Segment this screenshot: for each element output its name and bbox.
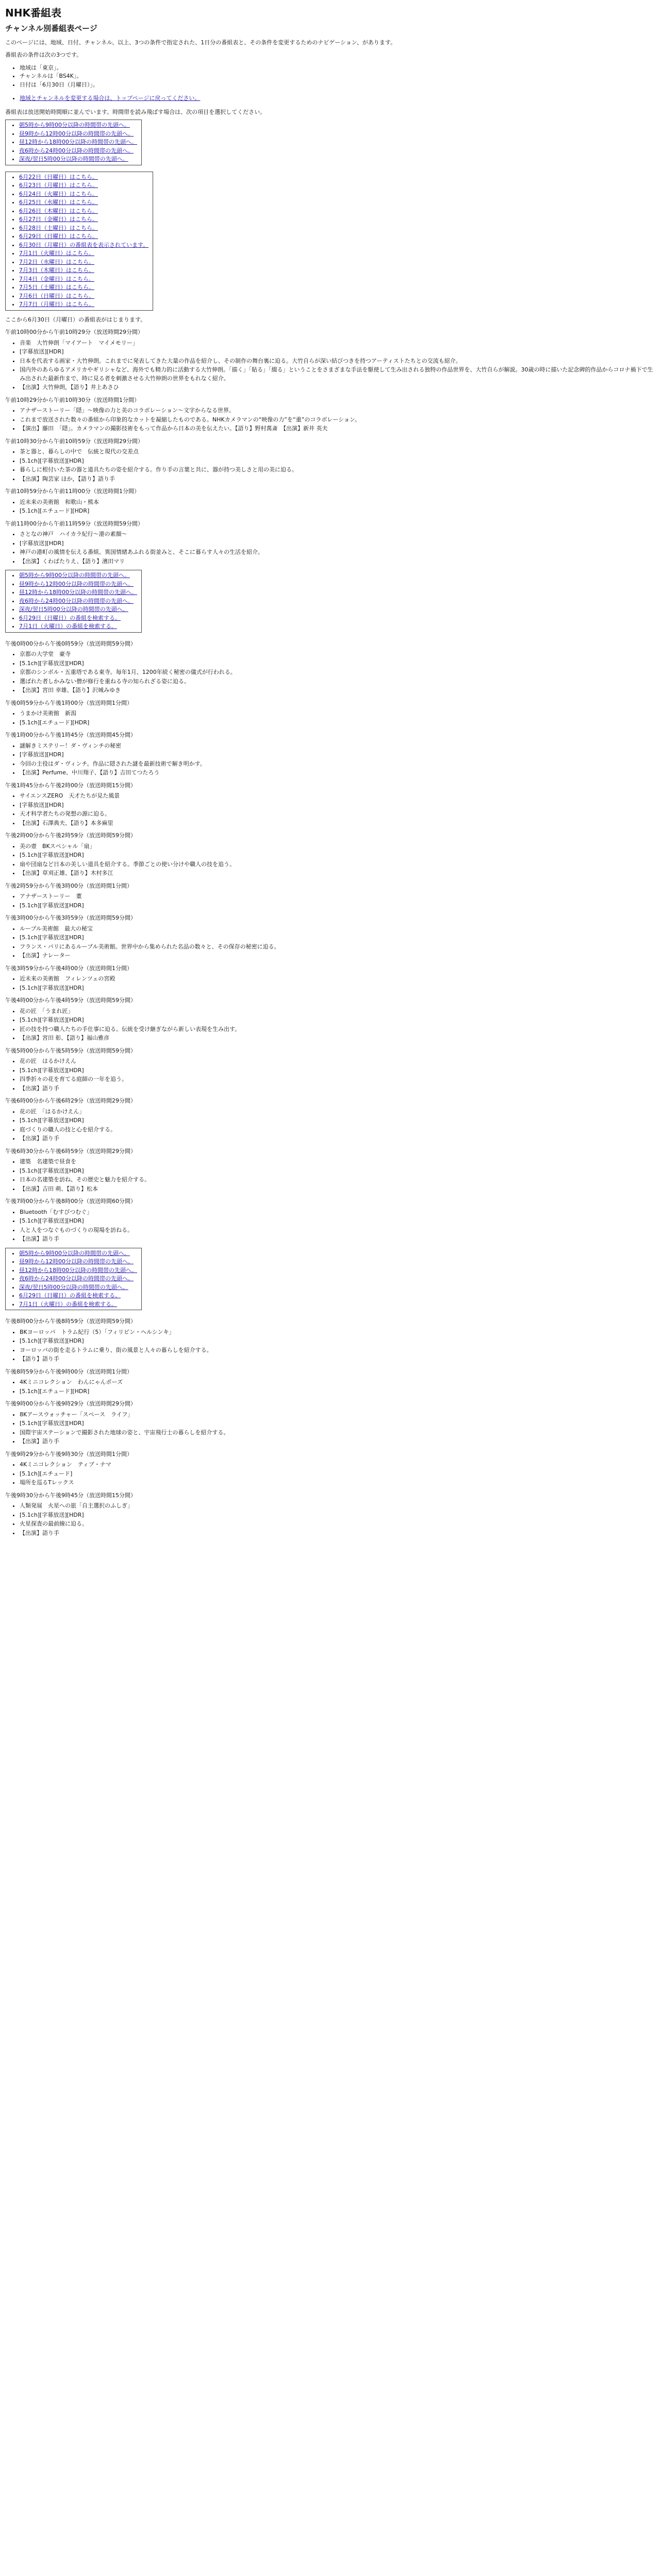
program-detail-line: • [5.1ch][字幕放送][HDR] — [20, 659, 657, 668]
program-detail-line: • [5.1ch][エチュード] — [20, 1470, 657, 1479]
program-time: 午前10時00分から午前10時29分（放送時間29分間） — [5, 329, 143, 335]
program-time: 午後7時00分から午後8時00分（放送時間60分間） — [5, 1198, 136, 1205]
program-detail-line: • 火星探査の最前線に迫る。 — [20, 1520, 657, 1529]
program-detail-line: • 暮らしに根付いた茶の器と道具たちの姿を紹介する。作り手の言葉と共に、器が持つ美しさと用の美に迫る。 — [20, 466, 657, 474]
program-detail-line: • [5.1ch][字幕放送][HDR] — [20, 1511, 657, 1520]
program-list-a — [5, 328, 657, 566]
date-item — [19, 181, 148, 190]
program-details — [5, 1328, 657, 1364]
program-time: 午後0時00分から午後0時59分（放送時間59分間） — [5, 640, 136, 647]
change-link-item — [20, 94, 657, 103]
mid-nav-box-1 — [5, 570, 142, 633]
program-details — [5, 709, 657, 727]
program-time: 午後3時00分から午後3時59分（放送時間59分間） — [5, 914, 136, 921]
date-link-0707[interactable]: 7月7日（月曜日）はこちら。 — [19, 301, 94, 308]
program-detail-line: • [5.1ch][字幕放送][HDR] — [20, 1419, 657, 1428]
program-details — [5, 1208, 657, 1244]
program-title: • 京都の大学堂 豪寺 — [20, 650, 657, 659]
program-details — [5, 975, 657, 992]
program-time: 午後3時59分から午後4時00分（放送時間1分間） — [5, 964, 133, 972]
program-detail-line: • 今回の主役はダ・ヴィンチ。作品に隠された謎を最新技術で解き明かす。 — [20, 760, 657, 769]
date-item — [19, 275, 148, 284]
program-detail-line: • 四季折々の花を育てる庭師の一年を追う。 — [20, 1075, 657, 1084]
program-time: 午後6時00分から午後6時29分（放送時間29分間） — [5, 1097, 136, 1104]
program-detail-line: • 【出演】語り手 — [20, 1134, 657, 1143]
program-time: 午前10時30分から午前10時59分（放送時間29分間） — [5, 437, 143, 445]
time-jump-morning[interactable]: 朝5時から9時00分以降の時間帯の先頭へ。 — [19, 122, 130, 128]
time-jump-list — [19, 121, 137, 164]
date-nav-list — [19, 173, 148, 309]
program-title: • さとなの神戸 ハイカラ紀行～港の素顔～ — [20, 530, 657, 539]
program-title: • ルーブル美術館 最大の秘宝 — [20, 925, 657, 934]
condition-date: • 日付は「6月30日（月曜日）」。 — [20, 81, 657, 90]
nav-late-link[interactable]: 深夜/翌日5時00分以降の時間帯の先頭へ。 — [19, 1283, 128, 1291]
program-time: 午後8時59分から午後9時00分（放送時間1分間） — [5, 1368, 133, 1375]
time-jump-box — [5, 120, 142, 165]
date-link-0628[interactable]: 6月28日（土曜日）はこちら。 — [19, 224, 98, 231]
program-title: • 人類発展 火星への旅「自主選択のふしぎ」 — [20, 1502, 657, 1511]
date-link-0701[interactable]: 7月1日（火曜日）はこちら。 — [19, 250, 94, 257]
nav-noon-link[interactable]: 昼9時から12時00分以降の時間帯の先頭へ。 — [19, 1258, 134, 1265]
program-time: 午後4時00分から午後4時59分（放送時間59分間） — [5, 997, 136, 1004]
program-title: • 4Kミニコレクション ティブ・ナマ — [20, 1461, 657, 1469]
program-detail-line: • 場所を巡るTレックス — [20, 1479, 657, 1487]
time-jump-item — [19, 138, 137, 147]
program-detail-line: • [字幕放送][HDR] — [20, 539, 657, 548]
change-region-link[interactable]: 地域とチャンネルを変更する場合は、トップページに戻ってください。 — [20, 95, 201, 101]
program-detail-line: • これまで放送された数々の番組から印象的なカットを凝縮したものである。NHKカメラマンの“映像の力”を“重”のコラボレーション。 — [20, 416, 657, 425]
program-time: 午後9時29分から午後9時30分（放送時間1分間） — [5, 1450, 133, 1458]
program-detail-line: • 【出演】ナレーター — [20, 952, 657, 960]
program-time: 午前11時00分から午前11時59分（放送時間59分間） — [5, 520, 143, 527]
program-detail-line: • 【出演】草刈正雄、【語り】木村多江 — [20, 869, 657, 878]
nav-next-day-link[interactable]: 7月1日（火曜日）の番組を検索する。 — [19, 1300, 117, 1308]
nav-item — [19, 1275, 137, 1283]
program-details — [5, 1502, 657, 1537]
program-time: 午後6時30分から午後6時59分（放送時間29分間） — [5, 1147, 136, 1155]
nav-item — [19, 1266, 137, 1275]
program-detail-line: • 【語り】語り手 — [20, 1355, 657, 1364]
program-detail-line: • [5.1ch][字幕放送][HDR] — [20, 1167, 657, 1176]
nav-evening-link[interactable]: 夜6時から24時00分以降の時間帯の先頭へ。 — [19, 597, 134, 604]
mid-nav-box-2 — [5, 1248, 142, 1311]
program-details — [5, 406, 657, 433]
date-link-0627[interactable]: 6月27日（金曜日）はこちら。 — [19, 216, 98, 223]
time-jump-item — [19, 121, 137, 130]
program-title: • アナザーストーリー 董 — [20, 892, 657, 901]
program-detail-line: • 選ばれた者しかみない僧が修行を重ねる寺の知られざる姿に迫る。 — [20, 677, 657, 686]
program-title: • 花の匠 「うまれ匠」 — [20, 1007, 657, 1016]
nav-item — [19, 1300, 137, 1309]
program-title: • サイエンスZERO 天才たちが見た風景 — [20, 792, 657, 801]
nav-item — [19, 1258, 137, 1266]
nav-item — [19, 571, 137, 580]
nav-noon-link[interactable]: 昼9時から12時00分以降の時間帯の先頭へ。 — [19, 580, 134, 587]
program-details — [5, 1007, 657, 1043]
program-details — [5, 530, 657, 566]
program-title: • 建築 名建築で昼食を — [20, 1158, 657, 1166]
nav-late-link[interactable]: 深夜/翌日5時00分以降の時間帯の先頭へ。 — [19, 606, 128, 613]
program-details — [5, 742, 657, 777]
program-detail-line: • [5.1ch][字幕放送][HDR] — [20, 1337, 657, 1346]
date-link-0704[interactable]: 7月4日（金曜日）はこちら。 — [19, 275, 94, 282]
date-link-0702[interactable]: 7月2日（水曜日）はこちら。 — [19, 258, 94, 265]
program-time: 午後1時45分から午後2時00分（放送時間15分間） — [5, 782, 136, 789]
program-detail-line: • 【出演】宮田 彰、【語り】福山雅彦 — [20, 1034, 657, 1043]
date-item — [19, 232, 148, 241]
program-detail-line: • 【出演】宮田 幸雄、【語り】沢城みゆき — [20, 686, 657, 695]
mid-nav-list-2 — [19, 1249, 137, 1309]
date-item — [19, 215, 148, 224]
program-title: • アナザーストーリー「隠」～映像の力と美のコラボレーション～文字からなる世界。 — [20, 406, 657, 415]
program-detail-line: • [5.1ch][字幕放送][HDR] — [20, 902, 657, 910]
nav-item — [19, 580, 137, 589]
program-detail-line: • [5.1ch][字幕放送][HDR] — [20, 1217, 657, 1226]
date-link-0703[interactable]: 7月3日（木曜日）はこちら。 — [19, 267, 94, 274]
program-time: 午後8時00分から午後8時59分（放送時間59分間） — [5, 1318, 136, 1325]
nav-evening-link[interactable]: 夜6時から24時00分以降の時間帯の先頭へ。 — [19, 1275, 134, 1282]
program-detail-line: • 国内外のあらゆるアメリカやギリシャなど、海外でも精力的に活動する大竹伸朗。「描く」「貼る」「綴る」ということをさまざまな手法を駆使して生み出される独特の作品世界を、大竹自らが解説。30歳の時に描いた記念碑的作品からコロナ禍下で生み出された最新作まで、時に見る者を刺激させる大竹伸朗の世界をもれなく紹介。 — [20, 366, 657, 383]
program-time: 午後9時00分から午後9時29分（放送時間29分間） — [5, 1400, 136, 1407]
program-details — [5, 650, 657, 695]
condition-channel: • チャンネルは「BS4K」。 — [20, 72, 657, 81]
date-item — [19, 224, 148, 233]
nav-morning-link[interactable]: 朝5時から9時00分以降の時間帯の先頭へ。 — [19, 572, 130, 579]
nav-next-day-link[interactable]: 7月1日（火曜日）の番組を検索する。 — [19, 623, 117, 630]
program-detail-line: • 庭づくりの職人の技と心を紹介する。 — [20, 1126, 657, 1134]
program-detail-line: • 日本を代表する画家・大竹伸朗。これまでに発表してきた大量の作品を紹介し、その制作の舞台裏に迫る。大竹自らが深い結びつきを持つアーティストたちとの交流も紹介。 — [20, 357, 657, 366]
date-item — [19, 207, 148, 216]
program-detail-line: • 匠の技を持つ職人たちの手仕事に迫る。伝統を受け継ぎながら新しい表現を生み出す。 — [20, 1025, 657, 1034]
program-detail-line: • [5.1ch][字幕放送][HDR] — [20, 1016, 657, 1025]
program-details — [5, 842, 657, 878]
time-jump-evening[interactable]: 夜6時から24時00分以降の時間帯の先頭へ。 — [19, 147, 134, 154]
program-time: 午前10時29分から午前10時30分（放送時間1分間） — [5, 396, 140, 403]
program-list-c — [5, 1317, 657, 1537]
program-detail-line: • [字幕放送][HDR] — [20, 751, 657, 759]
date-item — [19, 258, 148, 267]
program-detail-line: • 京都のシンボル・五重塔である東寺。毎年1月、1200年続く秘密の儀式が行われる。 — [20, 668, 657, 677]
program-detail-line: • [5.1ch][字幕放送][HDR] — [20, 1116, 657, 1125]
program-detail-line: • 【出演】くわばたりえ、【語り】濱田マリ — [20, 557, 657, 566]
program-detail-line: • ヨーロッパの街を走るトラムに乗り、街の風景と人々の暮らしを紹介する。 — [20, 1346, 657, 1355]
page-subtitle: チャンネル別番組表ページ — [5, 24, 97, 33]
program-detail-line: • 【出演】石澤典夫、【語り】本多麻里 — [20, 819, 657, 828]
date-link-0630-current[interactable]: 6月30日（月曜日）の番組表を表示されています。 — [19, 241, 149, 248]
program-detail-line: • [5.1ch][字幕放送][HDR] — [20, 457, 657, 466]
nav-prev-day-link[interactable]: 6月29日（日曜日）の番組を検索する。 — [19, 614, 121, 621]
change-link-list — [5, 94, 657, 103]
program-detail-line: • [5.1ch][エチュード][HDR] — [20, 719, 657, 727]
nav-item — [19, 614, 137, 623]
program-title: • 8Kアースウォッチャー「スペース ライフ」 — [20, 1411, 657, 1419]
program-detail-line: • [5.1ch][字幕放送][HDR] — [20, 851, 657, 860]
program-detail-line: • 【演出】藤田 「隠」。カメラマンの撮影技術をもって作品から日本の美を伝えたい。【語り】野村萬斎 【出演】新井 英夫 — [20, 425, 657, 433]
program-title: • 近未来の美術館 フィレンツェの宮殿 — [20, 975, 657, 984]
program-detail-line: • 扇や団扇など日本の美しい道具を紹介する。季節ごとの使い分けや職人の技を追う。 — [20, 860, 657, 869]
nav-item — [19, 588, 137, 597]
date-link-0622[interactable]: 6月22日（日曜日）はこちら。 — [19, 173, 98, 180]
time-jump-item — [19, 155, 137, 164]
date-item — [19, 190, 148, 199]
program-details — [5, 339, 657, 392]
list-start-notice: ここから6月30日（月曜日）の番組表がはじまります。 — [5, 316, 146, 323]
program-time: 午後0時59分から午後1時00分（放送時間1分間） — [5, 699, 133, 706]
program-detail-line: • [5.1ch][字幕放送][HDR] — [20, 984, 657, 993]
program-title: • 花の匠 はるかけえん — [20, 1057, 657, 1066]
program-detail-line: • 日本の名建築を訪ね、その歴史と魅力を紹介する。 — [20, 1176, 657, 1184]
program-detail-line: • [5.1ch][エチュード][HDR] — [20, 507, 657, 516]
program-title: • 謎解きミステリー！ダ・ヴィンチの秘密 — [20, 742, 657, 751]
program-list-b — [5, 640, 657, 1244]
program-detail-line: • 天才科学者たちの発想の源に迫る。 — [20, 810, 657, 819]
program-title: • 花の匠 「はるかけえん」 — [20, 1108, 657, 1116]
order-notice: 番組表は放送開始時間順に並んでいます。時間帯を読み飛ばす場合は、次の項目を選択してください。 — [5, 108, 266, 115]
nav-prev-day-link[interactable]: 6月29日（日曜日）の番組を検索する。 — [19, 1292, 121, 1299]
date-link-0706[interactable]: 7月6日（日曜日）はこちら。 — [19, 292, 94, 299]
time-jump-noon[interactable]: 昼9時から12時00分以降の時間帯の先頭へ。 — [19, 130, 134, 137]
time-jump-item — [19, 130, 137, 139]
program-details — [5, 498, 657, 516]
program-details — [5, 1057, 657, 1093]
date-link-0705[interactable]: 7月5日（土曜日）はこちら。 — [19, 284, 94, 291]
program-details — [5, 1158, 657, 1193]
nav-afternoon-link[interactable]: 昼12時から18時00分以降の時間帯の先頭へ。 — [19, 589, 137, 596]
date-item — [19, 198, 148, 207]
date-link-0623[interactable]: 6月23日（月曜日）はこちら。 — [19, 182, 98, 189]
program-title: • Bluetooth「むすびつむぐ」 — [20, 1208, 657, 1217]
program-details — [5, 892, 657, 910]
program-detail-line: • [5.1ch][字幕放送][HDR] — [20, 934, 657, 942]
nav-item — [19, 1283, 137, 1292]
date-item — [19, 292, 148, 301]
date-item — [19, 300, 148, 309]
program-time: 午後2時00分から午後2時59分（放送時間59分間） — [5, 832, 136, 839]
date-item — [19, 241, 148, 250]
program-detail-line: • 【出演】Perfume、中川翔子、【語り】吉田てつたろう — [20, 769, 657, 777]
program-detail-line: • フランス・パリにあるルーブル美術館。世界中から集められた名品の数々と、その保存の秘密に迫る。 — [20, 943, 657, 952]
mid-nav-list-1 — [19, 571, 137, 631]
condition-region: • 地域は「東京」。 — [20, 64, 657, 73]
program-detail-line: • 【出演】陶芸家 ほか，【語り】語り手 — [20, 475, 657, 484]
program-detail-line: • 【出演】語り手 — [20, 1529, 657, 1538]
program-details — [5, 1378, 657, 1396]
program-details — [5, 925, 657, 960]
date-link-0624[interactable]: 6月24日（火曜日）はこちら。 — [19, 190, 98, 197]
conditions-list — [5, 64, 657, 90]
program-time: 午後1時00分から午後1時45分（放送時間45分間） — [5, 732, 136, 738]
program-time: 午後2時59分から午後3時00分（放送時間1分間） — [5, 882, 133, 889]
date-link-0625[interactable]: 6月25日（水曜日）はこちら。 — [19, 199, 98, 206]
program-detail-line: • 【出演】語り手 — [20, 1235, 657, 1244]
program-details — [5, 1461, 657, 1487]
date-item — [19, 249, 148, 258]
nav-item — [19, 622, 137, 631]
program-details — [5, 792, 657, 827]
program-detail-line: • 人と人をつなぐものづくりの現場を訪ねる。 — [20, 1226, 657, 1235]
program-detail-line: • [5.1ch][エチュード][HDR] — [20, 1387, 657, 1396]
program-title: • 近未来の美術館 和歌山・熊本 — [20, 498, 657, 507]
page-title: NHK番組表 — [5, 7, 61, 19]
time-jump-afternoon[interactable]: 昼12時から18時00分以降の時間帯の先頭へ。 — [19, 139, 137, 145]
program-details — [5, 1108, 657, 1143]
nav-item — [19, 597, 137, 606]
program-detail-line: • [字幕放送][HDR] — [20, 348, 657, 357]
program-detail-line: • 【出演】語り手 — [20, 1437, 657, 1446]
program-detail-line: • 神戸の港町の風情を伝える番組。異国情緒あふれる街並みと、そこに暮らす人々の生活を紹介。 — [20, 548, 657, 557]
date-link-0629[interactable]: 6月29日（日曜日）はこちら。 — [19, 233, 98, 240]
program-title: • 4Kミニコレクション わんにゃんポーズ — [20, 1378, 657, 1387]
date-nav-box — [5, 172, 153, 311]
program-detail-line: • 国際宇宙ステーションで撮影された地球の姿と、宇宙飛行士の暮らしを紹介する。 — [20, 1429, 657, 1437]
program-title: • BKヨーロッパ トラム紀行（5）「フィリピン・ヘルシンキ」 — [20, 1328, 657, 1337]
time-jump-item — [19, 147, 137, 156]
program-detail-line: • 【出演】語り手 — [20, 1084, 657, 1093]
program-time: 午後9時30分から午後9時45分（放送時間15分間） — [5, 1492, 136, 1499]
nav-afternoon-link[interactable]: 昼12時から18時00分以降の時間帯の先頭へ。 — [19, 1266, 137, 1274]
nav-item — [19, 605, 137, 614]
program-detail-line: • 【出演】吉田 萌、【語り】松本 — [20, 1185, 657, 1194]
nav-item — [19, 1292, 137, 1300]
nav-item — [19, 1249, 137, 1258]
program-title: • うまかけ美術館 新潟 — [20, 709, 657, 718]
date-item — [19, 283, 148, 292]
nav-morning-link[interactable]: 朝5時から9時00分以降の時間帯の先頭へ。 — [19, 1249, 130, 1257]
program-details — [5, 448, 657, 483]
program-details — [5, 1411, 657, 1446]
date-link-0626[interactable]: 6月26日（木曜日）はこちら。 — [19, 207, 98, 214]
conditions-intro: 番組表の条件は次の3つです。 — [5, 52, 82, 58]
program-detail-line: • 【出演】大竹伸朗，【語り】井上あさひ — [20, 383, 657, 392]
program-title: • 茶と器と、暮らしの中で 伝統と現代の交差点 — [20, 448, 657, 456]
program-detail-line: • [字幕放送][HDR] — [20, 801, 657, 810]
program-time: 午後5時00分から午後5時59分（放送時間59分間） — [5, 1047, 136, 1054]
program-title: • 美の壺 BKスペシャル「扇」 — [20, 842, 657, 851]
program-title: • 音楽 大竹伸朗「マイアート マイメモリー」 — [20, 339, 657, 348]
date-item — [19, 266, 148, 275]
page-intro: このページには、地域、日付、チャンネル、以上、3つの条件で指定された、1日分の番組表と、その条件を変更するためのナビゲーション、があります。 — [5, 39, 396, 46]
program-detail-line: • [5.1ch][字幕放送][HDR] — [20, 1066, 657, 1075]
program-time: 午前10時59分から午前11時00分（放送時間1分間） — [5, 488, 140, 495]
time-jump-late[interactable]: 深夜/翌日5時00分以降の時間帯の先頭へ。 — [19, 156, 128, 162]
date-item — [19, 173, 148, 182]
